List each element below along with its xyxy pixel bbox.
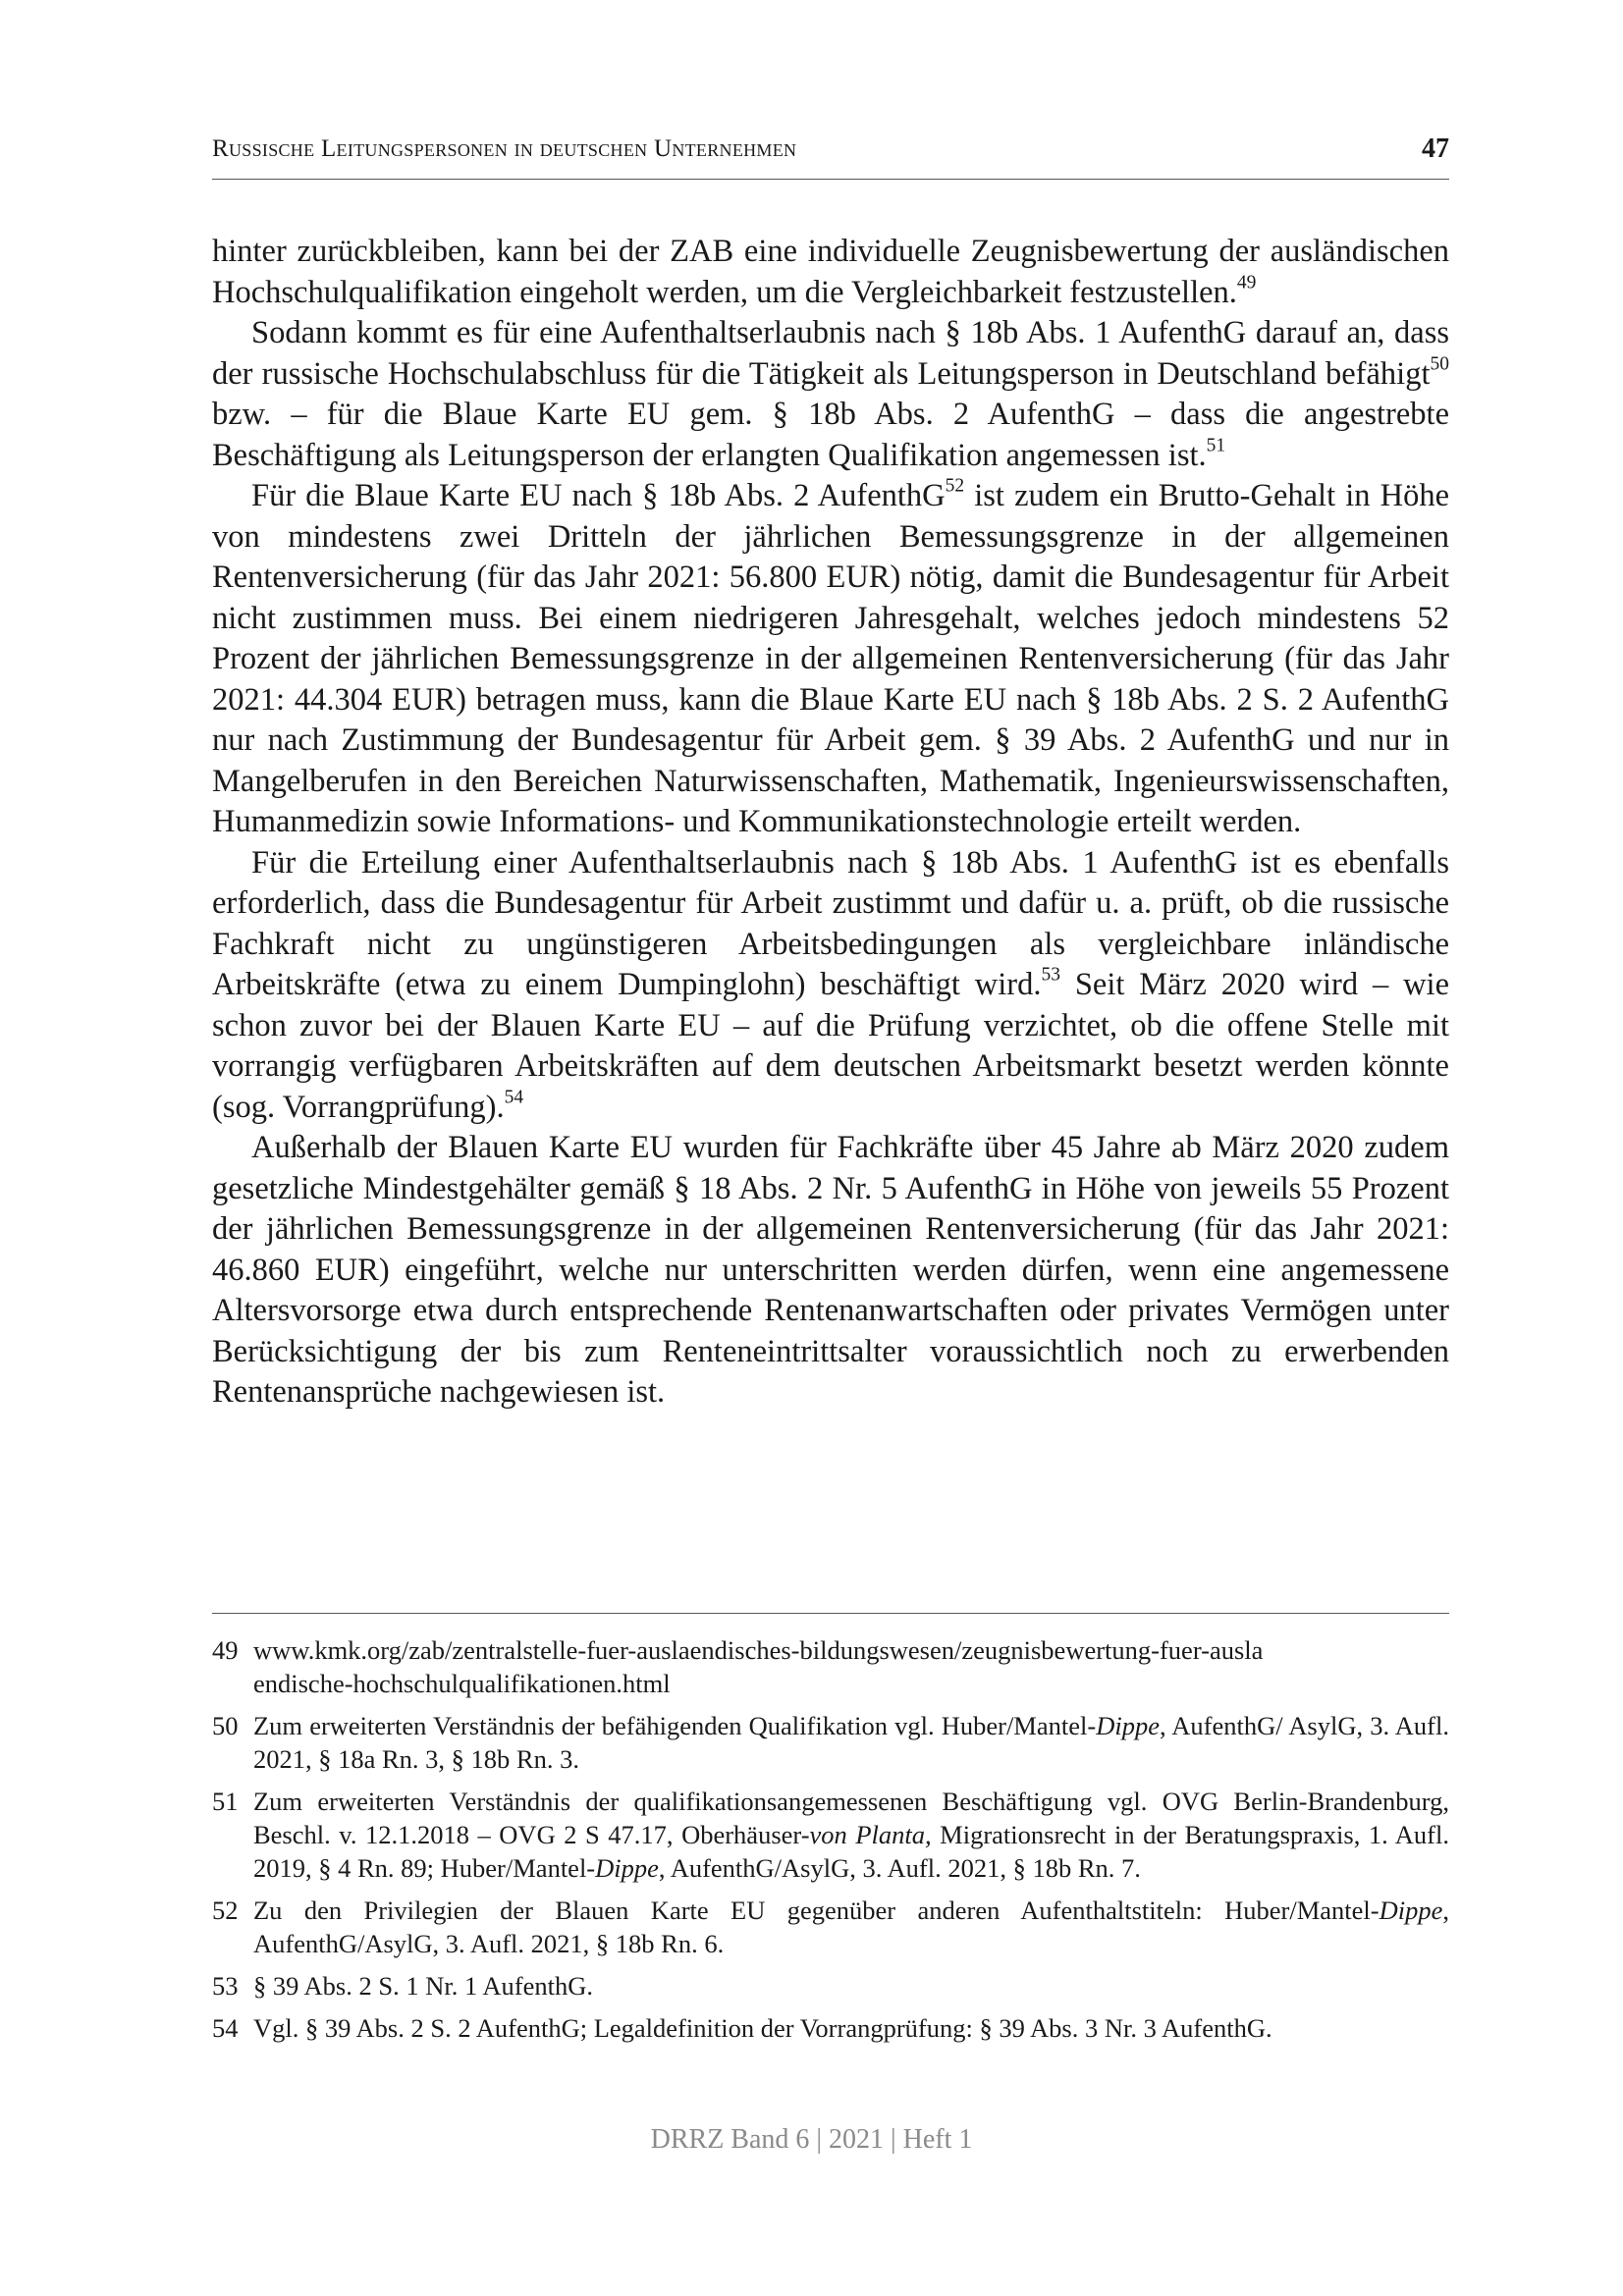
paragraph: Für die Erteilung einer Aufenthaltserlaubnis nach § 18b Abs. 1 AufenthG ist es ebenfalls erforderlich, dass die Bundesagentur für Arbeit zustimmt und dafür u. a. prüft, ob die russische Fachkraft nicht zu ungünstigeren Arbeitsbedingungen als vergleichbare inländische Arbeitskräfte (etwa zu einem Dumpinglohn) beschäftigt wird.$^{53}$ Seit März 2020 wird – wie schon zuvor bei der Blauen Karte EU – auf die Prüfung verzichtet, ob die offene Stelle mit vorrangig verfügbaren Arbeitskräften auf dem deutschen Arbeitsmarkt besetzt werden könnte (sog. Vorrangprüfung).$^{54}$ (212, 844, 1449, 1125)
footnote-ref[interactable]: 50 (1430, 352, 1449, 374)
footnote-50 (212, 1709, 1449, 1776)
footnote-link[interactable]: www.kmk.org/zab/zentralstelle-fuer-auslaendisches-bildungswesen/zeugnisbewertung-fuer-ausla endische-hochschulqualifikationen.html (253, 1635, 1264, 1698)
footnote-text: Zum erweiterten Verständnis der qualifikationsangemessenen Beschäftigung vgl. OVG Berlin-Brandenburg, Beschl. v. 12.1.2018 – OVG 2 S 47.17, Oberhäuser-von Planta, Migrationsrecht in der Beratungspraxis, 1. Aufl. 2019, § 4 Rn. 89; Huber/Mantel-Dippe, AufenthG/AsylG, 3. Aufl. 2021, § 18b Rn. 7. (253, 1787, 1449, 1883)
footnote-number: 53 (212, 1971, 239, 2001)
footnote-54 (212, 2011, 1449, 2045)
footnote-ref[interactable]: 49 (1236, 271, 1257, 293)
page-footer: DRRZ Band 6 | 2021 | Heft 1 (650, 2124, 973, 2155)
footnote-49 (212, 1633, 1449, 1700)
running-title: Russische Leitungspersonen in deutschen Unternehmen (212, 135, 797, 162)
footnote-ref[interactable]: 52 (945, 475, 965, 497)
footnote-divider (212, 1613, 1449, 1614)
footnote-ref[interactable]: 53 (1041, 964, 1060, 986)
running-header (212, 135, 1449, 180)
paragraph: Sodann kommt es für eine Aufenthaltserlaubnis nach § 18b Abs. 1 AufenthG darauf an, dass der russische Hochschulabschluss für die Tätigkeit als Leitungsperson in Deutschland befähigt$^{50}$ bzw. – für die Blaue Karte EU gem. § 18b Abs. 2 AufenthG – dass die angestrebte Beschäftigung als Leitungsperson der erlangten Qualifikation angemessen ist.$^{51}$ (212, 315, 1449, 473)
footnotes (212, 1633, 1449, 2054)
paragraph: hinter zurückbleiben, kann bei der ZAB eine individuelle Zeugnisbewertung der ausländischen Hochschulqualifikation eingeholt werden, um die Vergleichbarkeit festzustellen.$^{49}$ (212, 234, 1449, 310)
footnote-ref[interactable]: 54 (504, 1086, 524, 1107)
footnote-number: 49 (212, 1635, 239, 1665)
footnote-53 (212, 1969, 1449, 2002)
footnote-number: 54 (212, 2013, 239, 2043)
footnote-text: § 39 Abs. 2 S. 1 Nr. 1 AufenthG. (253, 1971, 593, 2001)
footnote-number: 50 (212, 1711, 239, 1740)
footnote-52 (212, 1894, 1449, 1960)
body-text (212, 232, 1449, 1414)
footnote-text: Zu den Privilegien der Blauen Karte EU gegenüber anderen Aufenthaltstiteln: Huber/Mantel-Dippe, AufenthG/AsylG, 3. Aufl. 2021, § 18b Rn. 6. (253, 1896, 1449, 1958)
page-number: 47 (1422, 133, 1449, 164)
footnote-51 (212, 1785, 1449, 1885)
footnote-text: Vgl. § 39 Abs. 2 S. 2 AufenthG; Legaldefinition der Vorrangprüfung: § 39 Abs. 3 Nr. 3 AufenthG. (253, 2013, 1272, 2043)
paragraph: Für die Blaue Karte EU nach § 18b Abs. 2 AufenthG$^{52}$ ist zudem ein Brutto-Gehalt in Höhe von mindestens zwei Dritteln der jährlichen Bemessungsgrenze in der allgemeinen Rentenversicherung (für das Jahr 2021: 56.800 EUR) nötig, damit die Bundesagentur für Arbeit nicht zustimmen muss. Bei einem niedrigeren Jahresgehalt, welches jedoch mindestens 52 Prozent der jährlichen Bemessungsgrenze in der allgemeinen Rentenversicherung (für das Jahr 2021: 44.304 EUR) betragen muss, kann die Blaue Karte EU nach § 18b Abs. 2 S. 2 AufenthG nur nach Zustimmung der Bundesagentur für Arbeit gem. § 39 Abs. 2 AufenthG und nur in Mangelberufen in den Bereichen Naturwissenschaften, Mathematik, Ingenieurswissenschaften, Humanmedizin sowie Informations- und Kommunikationstechnologie erteilt werden. (212, 475, 1449, 839)
paragraph: Außerhalb der Blauen Karte EU wurden für Fachkräfte über 45 Jahre ab März 2020 zudem gesetzliche Mindestgehälter gemäß § 18 Abs. 2 Nr. 5 AufenthG in Höhe von jeweils 55 Prozent der jährlichen Bemessungsgrenze in der allgemeinen Rentenversicherung (für das Jahr 2021: 46.860 EUR) eingeführt, welche nur unterschritten werden dürfen, wenn eine angemessene Altersvorsorge etwa durch entsprechende Rentenanwartschaften oder privates Vermögen unter Berücksichtigung der bis zum Renteneintrittsalter voraussichtlich noch zu erwerbenden Rentenansprüche nachgewiesen ist. (212, 1130, 1449, 1410)
footnote-text: Zum erweiterten Verständnis der befähigenden Qualifikation vgl. Huber/Mantel-Dippe, AufenthG/ AsylG, 3. Aufl. 2021, § 18a Rn. 3, § 18b Rn. 3. (253, 1711, 1449, 1774)
footnote-ref[interactable]: 51 (1206, 434, 1226, 455)
footnote-number: 51 (212, 1787, 239, 1816)
footnote-number: 52 (212, 1896, 239, 1925)
